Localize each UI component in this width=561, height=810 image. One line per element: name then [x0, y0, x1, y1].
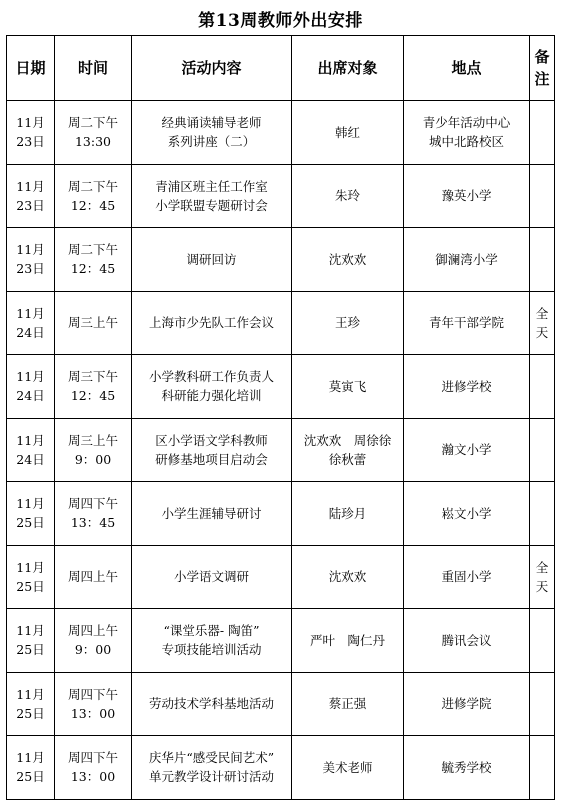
cell-activity: 青浦区班主任工作室 小学联盟专题研讨会 — [132, 164, 292, 228]
cell-date: 11月 25日 — [7, 482, 55, 546]
cell-activity: 区小学语文学科教师 研修基地项目启动会 — [132, 418, 292, 482]
cell-time: 周二下午 12：45 — [55, 228, 132, 292]
cell-note — [530, 164, 555, 228]
cell-attendee: 美术老师 — [292, 736, 404, 800]
cell-note — [530, 101, 555, 165]
schedule-table — [6, 35, 555, 800]
cell-activity: 小学生涯辅导研讨 — [132, 482, 292, 546]
cell-place: 进修学校 — [404, 355, 530, 419]
header-note: 备 注 — [530, 36, 555, 101]
cell-note: 全 天 — [530, 291, 555, 355]
cell-attendee: 莫寅飞 — [292, 355, 404, 419]
cell-note — [530, 609, 555, 673]
cell-time: 周三上午 9：00 — [55, 418, 132, 482]
cell-attendee: 蔡正强 — [292, 672, 404, 736]
cell-attendee: 沈欢欢 — [292, 228, 404, 292]
header-time: 时间 — [55, 36, 132, 101]
header-row — [7, 36, 555, 101]
cell-place: 毓秀学校 — [404, 736, 530, 800]
header-date: 日期 — [7, 36, 55, 101]
cell-place: 重固小学 — [404, 545, 530, 609]
cell-date: 11月 25日 — [7, 545, 55, 609]
cell-note — [530, 418, 555, 482]
cell-attendee: 陆珍月 — [292, 482, 404, 546]
cell-attendee: 沈欢欢 — [292, 545, 404, 609]
cell-attendee: 严叶 陶仁丹 — [292, 609, 404, 673]
cell-time: 周四上午 — [55, 545, 132, 609]
cell-date: 11月 23日 — [7, 164, 55, 228]
cell-attendee: 沈欢欢 周徐徐 徐秋蕾 — [292, 418, 404, 482]
cell-place: 青少年活动中心 城中北路校区 — [404, 101, 530, 165]
cell-place: 青年干部学院 — [404, 291, 530, 355]
cell-date: 11月 23日 — [7, 101, 55, 165]
table-row — [7, 291, 555, 355]
cell-time: 周三下午 12：45 — [55, 355, 132, 419]
table-row — [7, 418, 555, 482]
cell-date: 11月 24日 — [7, 291, 55, 355]
table-row — [7, 736, 555, 800]
cell-activity: 调研回访 — [132, 228, 292, 292]
cell-place: 崧文小学 — [404, 482, 530, 546]
schedule-body — [7, 101, 555, 800]
cell-attendee: 韩红 — [292, 101, 404, 165]
cell-attendee: 王珍 — [292, 291, 404, 355]
header-attendee: 出席对象 — [292, 36, 404, 101]
table-row — [7, 228, 555, 292]
cell-activity: 小学教科研工作负责人 科研能力强化培训 — [132, 355, 292, 419]
cell-date: 11月 25日 — [7, 672, 55, 736]
cell-date: 11月 25日 — [7, 736, 55, 800]
cell-activity: “课堂乐器- 陶笛” 专项技能培训活动 — [132, 609, 292, 673]
cell-date: 11月 24日 — [7, 355, 55, 419]
table-row — [7, 609, 555, 673]
cell-date: 11月 23日 — [7, 228, 55, 292]
cell-note — [530, 228, 555, 292]
header-place: 地点 — [404, 36, 530, 101]
table-row — [7, 101, 555, 165]
table-row — [7, 482, 555, 546]
cell-activity: 经典诵读辅导老师 系列讲座（二） — [132, 101, 292, 165]
cell-attendee: 朱玲 — [292, 164, 404, 228]
cell-note — [530, 672, 555, 736]
cell-note — [530, 736, 555, 800]
cell-activity: 劳动技术学科基地活动 — [132, 672, 292, 736]
cell-place: 瀚文小学 — [404, 418, 530, 482]
cell-time: 周二下午 13:30 — [55, 101, 132, 165]
cell-time: 周四下午 13：00 — [55, 672, 132, 736]
cell-place: 御澜湾小学 — [404, 228, 530, 292]
cell-activity: 上海市少先队工作会议 — [132, 291, 292, 355]
cell-time: 周四下午 13：45 — [55, 482, 132, 546]
table-row — [7, 545, 555, 609]
cell-time: 周二下午 12：45 — [55, 164, 132, 228]
cell-time: 周三上午 — [55, 291, 132, 355]
table-row — [7, 355, 555, 419]
cell-note: 全 天 — [530, 545, 555, 609]
cell-place: 腾讯会议 — [404, 609, 530, 673]
cell-activity: 小学语文调研 — [132, 545, 292, 609]
table-row — [7, 672, 555, 736]
cell-date: 11月 24日 — [7, 418, 55, 482]
header-activity: 活动内容 — [132, 36, 292, 101]
table-row — [7, 164, 555, 228]
cell-note — [530, 482, 555, 546]
cell-note — [530, 355, 555, 419]
cell-time: 周四上午 9：00 — [55, 609, 132, 673]
cell-date: 11月 25日 — [7, 609, 55, 673]
cell-activity: 庆华片“感受民间艺术” 单元教学设计研讨活动 — [132, 736, 292, 800]
page-title: 第13周教师外出安排 — [198, 11, 363, 31]
cell-time: 周四下午 13：00 — [55, 736, 132, 800]
cell-place: 豫英小学 — [404, 164, 530, 228]
cell-place: 进修学院 — [404, 672, 530, 736]
